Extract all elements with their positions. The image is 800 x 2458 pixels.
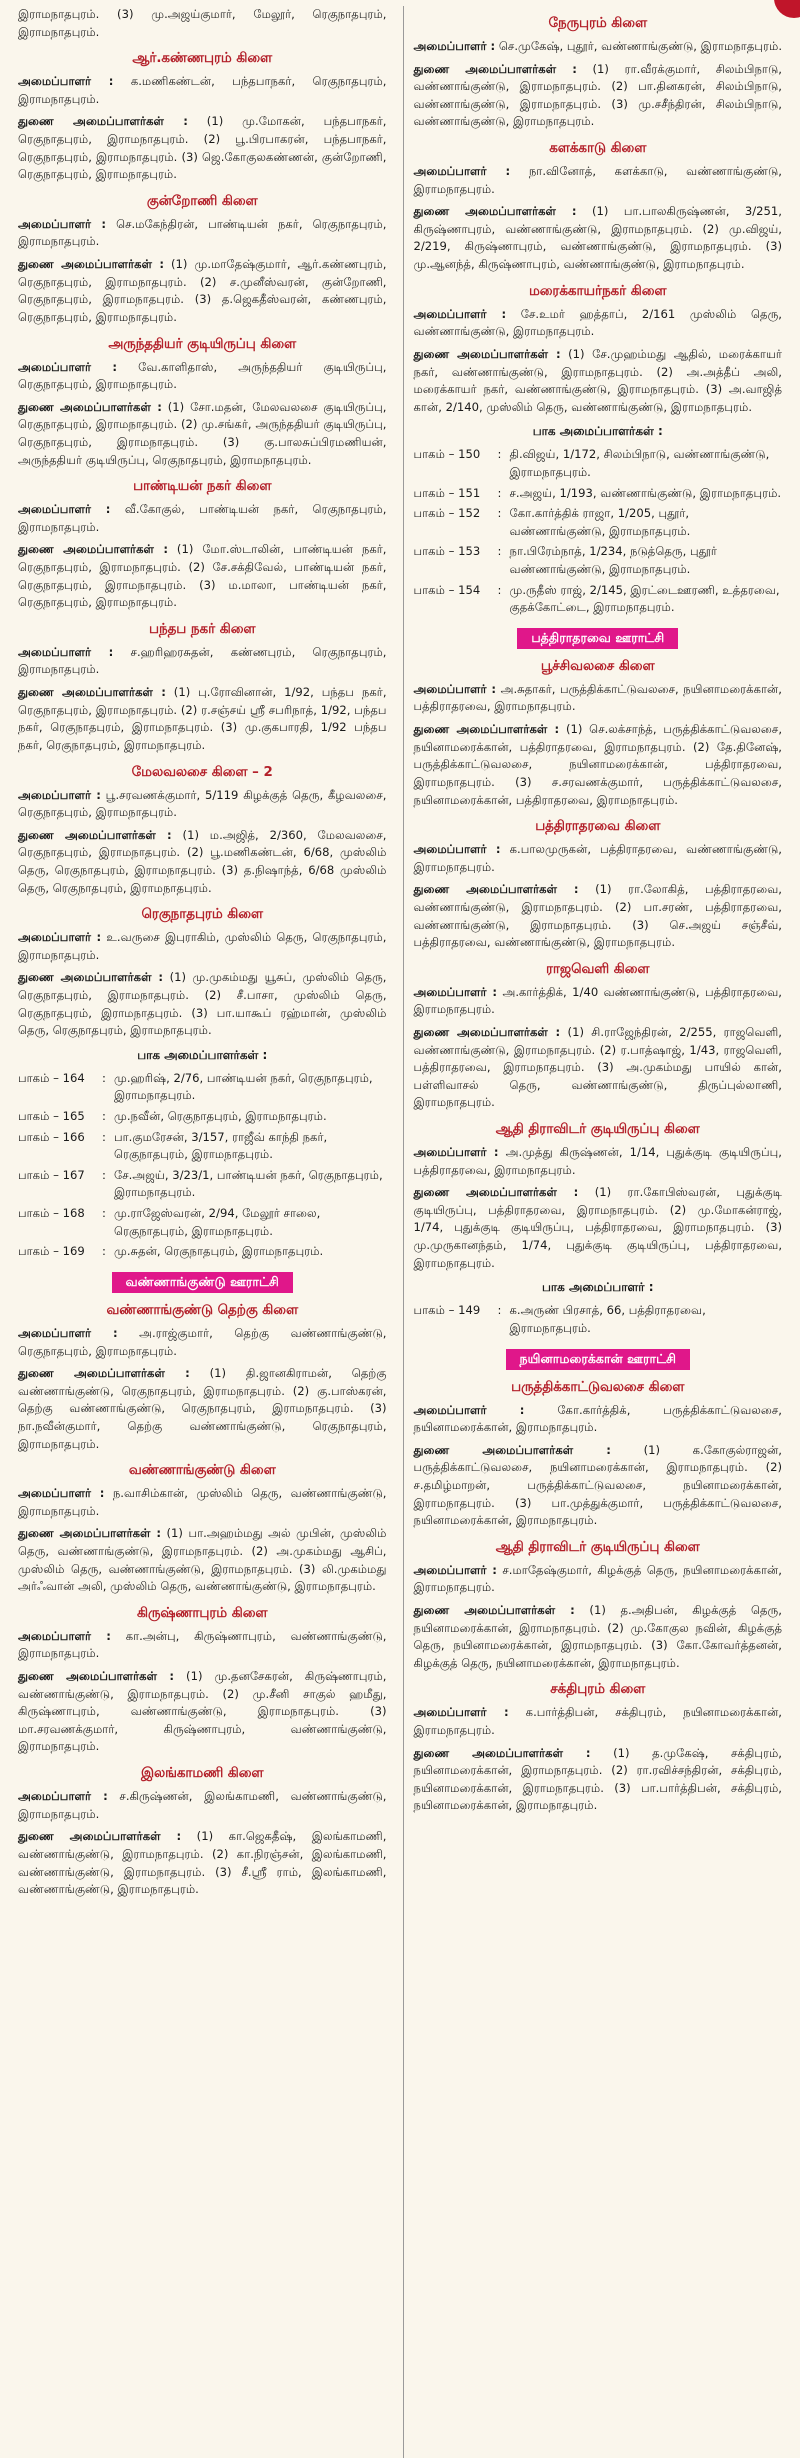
member-paragraph (414, 163, 783, 198)
role-label: அமைப்பாளர் : (18, 1789, 108, 1804)
right-column (403, 6, 783, 2458)
role-label: அமைப்பாளர் : (413, 39, 496, 53)
branch-heading: பருத்திக்காட்டுவலசை கிளை (511, 1379, 685, 1395)
role-label: துணை அமைப்பாளர்கள் : (413, 61, 577, 76)
member-paragraph (18, 1485, 387, 1520)
member-text: (1) மு.மோகன், பந்தபாநகர், ரெகுநாதபுரம், இராமநாதபுரம். (2) பூ.பிரபாகரன், பந்தபாநகர், ரெகுநாதபுரம், இராமநாதபுரம். (3) ஜெ.கோகுலகண்ணன், குன்றோணி, ரெகுநாதபுரம், இராமநாதபுரம். (18, 114, 387, 182)
booth-member: கோ.கார்த்திக் ராஜா, 1/205, புதூர், வண்ணாங்குண்டு, இராமநாதபுரம். (509, 506, 691, 538)
role-label: அமைப்பாளர் : (18, 74, 114, 89)
branch-heading: அருந்ததியர் குடியிருப்பு கிளை (108, 336, 297, 352)
booth-list (414, 446, 783, 619)
member-text: க.பாலமுருகன், பத்திராதரவை, வண்ணாங்குண்டு, இராமநாதபுரம். (413, 842, 782, 874)
booth-member: மு.ஹரிஷ், 2/76, பாண்டியன் நகர், ரெகுநாதபுரம், இராமநாதபுரம். (114, 1070, 373, 1103)
member-paragraph (18, 1628, 387, 1663)
member-paragraph (18, 1788, 387, 1823)
branch-heading: களக்காடு கிளை (549, 141, 647, 157)
member-paragraph (18, 541, 387, 611)
member-paragraph (18, 1365, 387, 1453)
member-paragraph (414, 1442, 783, 1530)
member-text: கோ.கார்த்திக், பருத்திக்காட்டுவலசை, நயினாமரைக்கான், இராமநாதபுரம். (413, 1402, 782, 1435)
member-text: க.மணிகண்டன், பந்தபாநகர், ரெகுநாதபுரம், இராமநாதபுரம். (18, 74, 387, 106)
booth-separator: : (497, 582, 502, 597)
member-text: (1) மு.முகம்மது யூசுப், முஸ்லிம் தெரு, ரெகுநாதபுரம், இராமநாதபுரம். (2) சீ.பாசா, முஸ்லிம் தெரு, ரெகுநாதபுரம், இராமநாதபுரம். (3) பா.யாகூப் ரஹ்மான், முஸ்லிம் தெரு, ரெகுநாதபுரம், இராமநாதபுரம். (18, 970, 387, 1038)
member-paragraph (18, 684, 387, 754)
booth-member: மு.நவீன், ரெகுநாதபுரம், இராமநாதபுரம். (114, 1109, 327, 1124)
role-label: அமைப்பாளர் : (18, 644, 114, 659)
role-label: அமைப்பாளர் : (18, 787, 101, 802)
role-label: அமைப்பாளர் : (413, 1705, 509, 1720)
role-label: துணை அமைப்பாளர்கள் : (18, 1829, 182, 1844)
booth-number: பாகம் – 167 (18, 1167, 85, 1182)
branch-heading: குன்றோணி கிளை (146, 193, 258, 209)
branch-heading: நேருபுரம் கிளை (548, 16, 648, 31)
member-text: வீ.கோகுல், பாண்டியன் நகர், ரெகுநாதபுரம், இராமநாதபுரம். (18, 502, 387, 534)
role-label: துணை அமைப்பாளர்கள் : (413, 1603, 575, 1617)
role-label: துணை அமைப்பாளர்கள் : (18, 1366, 190, 1381)
member-paragraph (414, 1704, 783, 1739)
role-label: அமைப்பாளர் : (413, 984, 497, 999)
member-paragraph (414, 1402, 783, 1437)
booth-member: சே.அஜய், 3/23/1, பாண்டியன் நகர், ரெகுநாதபுரம், இராமநாதபுரம். (114, 1167, 383, 1200)
booth-member: மு.ராஜேஸ்வரன், 2/94, மேலூர் சாலை, ரெகுநாதபுரம், இராமநாதபுரம். (114, 1206, 321, 1238)
member-paragraph (18, 644, 387, 679)
member-text: சே.உமர் ஹத்தாப், 2/161 முஸ்லிம் தெரு, வண்ணாங்குண்டு, இராமநாதபுரம். (413, 306, 782, 339)
member-text: (1) ரா.வீரக்குமார், சிலம்பிநாடு, வண்ணாங்குண்டு, இராமநாதபுரம். (2) பா.தினகரன், சிலம்பிநாடு, வண்ணாங்குண்டு, இராமநாதபுரம். (3) மு.சசீந்திரன், சிலம்பிநாடு, வண்ணாங்குண்டு, இராமநாதபுரம். (413, 61, 782, 129)
member-text: (1) சே.முஹம்மது ஆதில், மரைக்காயர் நகர், வண்ணாங்குண்டு, இராமநாதபுரம். (2) அ.அத்தீப் அலி, மரைக்காயர் நகர், வண்ணாங்குண்டு, இராமநாதபுரம். (3) அ.வாஜித் கான், 2/140, முஸ்லிம் தெரு, வண்ணாங்குண்டு, இராமநாதபுரம். (413, 346, 782, 414)
branch-heading: ஆதி திராவிடர் குடியிருப்பு கிளை (495, 1539, 700, 1555)
member-paragraph (18, 359, 387, 394)
member-paragraph (414, 1144, 783, 1179)
member-text: (1) மோ.ஸ்டாலின், பாண்டியன் நகர், ரெகுநாதபுரம், இராமநாதபுரம். (2) சே.சக்திவேல், பாண்டியன் நகர், ரெகுநாதபுரம், இராமநாதபுரம். (3) ம.மாலா, பாண்டியன் நகர், ரெகுநாதபுரம், இராமநாதபுரம். (18, 542, 387, 610)
role-label: அமைப்பாளர் : (18, 1628, 111, 1643)
role-label: அமைப்பாளர் : (18, 1325, 118, 1340)
member-text: செ.முகேஷ், புதூர், வண்ணாங்குண்டு, இராமநாதபுரம். (495, 39, 783, 53)
branch-heading: ஆர்.கண்ணபுரம் கிளை (132, 51, 273, 67)
role-label: துணை அமைப்பாளர்கள் : (18, 827, 172, 842)
member-text: (1) ம.அஜித், 2/360, மேலவலசை, ரெகுநாதபுரம், இராமநாதபுரம். (2) பூ.மணிகண்டன், 6/68, முஸ்லிம் தெரு, ரெகுநாதபுரம், இராமநாதபுரம். (3) த.நிஷாந்த், 6/68 முஸ்லிம் தெரு, ரெகுநாதபுரம், இராமநாதபுரம். (18, 827, 387, 895)
booth-member: மு.ருதீஸ் ராஜ், 2/145, இரட்டைஊரணி, உத்தரவை, குதக்கோட்டை, இராமநாதபுரம். (509, 582, 780, 615)
role-label: துணை அமைப்பாளர்கள் : (18, 542, 168, 557)
role-label: அமைப்பாளர் : (413, 1402, 525, 1417)
role-label: துணை அமைப்பாளர்கள் : (413, 204, 577, 219)
member-paragraph (414, 1602, 783, 1672)
role-label: துணை அமைப்பாளர்கள் : (413, 1185, 579, 1200)
booth-row (18, 1070, 387, 1108)
member-text: (1) ரா.லோகித், பத்திராதரவை, வண்ணாங்குண்டு, இராமநாதபுரம். (2) பா.சரண், பத்திராதரவை, வண்ணாங்குண்டு, இராமநாதபுரம். (3) செ.அஜய் சஞ்சீவ், பத்திராதரவை, வண்ணாங்குண்டு, இராமநாதபுரம். (413, 882, 782, 950)
booth-separator: : (102, 1129, 106, 1144)
booth-member: ச.அஜய், 1/193, வண்ணாங்குண்டு, இராமநாதபுரம். (509, 485, 782, 500)
branch-heading: கிருஷ்ணாபுரம் கிளை (137, 1605, 268, 1621)
booth-separator: : (497, 506, 502, 521)
role-label: துணை அமைப்பாளர்கள் : (18, 257, 165, 272)
branch-heading: ரெகுநாதபுரம் கிளை (141, 907, 264, 923)
booth-number: பாகம் – 154 (413, 582, 481, 597)
booth-member: நா.பிரேம்நாத், 1/234, நடுத்தெரு, புதூர் வண்ணாங்குண்டு, இராமநாதபுரம். (509, 544, 717, 577)
member-text: வே.காளிதாஸ், அருந்ததியர் குடியிருப்பு, ரெகுநாதபுரம், இராமநாதபுரம். (18, 359, 387, 392)
booth-heading: பாக அமைப்பாளர்கள் : (532, 424, 663, 439)
member-text: ந.வாசிம்கான், முஸ்லிம் தெரு, வண்ணாங்குண்டு, இராமநாதபுரம். (18, 1486, 387, 1518)
member-paragraph (414, 306, 783, 341)
role-label: அமைப்பாளர் : (413, 1145, 499, 1160)
member-paragraph (18, 1668, 387, 1756)
role-label: துணை அமைப்பாளர்கள் : (413, 1024, 561, 1039)
member-paragraph (18, 216, 387, 251)
member-text: அ.கார்த்திக், 1/40 வண்ணாங்குண்டு, பத்திராதரவை, இராமநாதபுரம். (413, 984, 782, 1017)
role-label: துணை அமைப்பாளர்கள் : (413, 882, 579, 897)
booth-number: பாகம் – 165 (18, 1109, 85, 1124)
booth-number: பாகம் – 168 (18, 1206, 85, 1221)
member-paragraph (18, 1828, 387, 1898)
member-paragraph (414, 1024, 783, 1112)
booth-number: பாகம் – 164 (18, 1070, 85, 1085)
role-label: அமைப்பாளர் : (413, 842, 501, 857)
member-text: இராமநாதபுரம். (3) மு.அஜய்குமார், மேலூர், ரெகுநாதபுரம், இராமநாதபுரம். (18, 7, 387, 39)
role-label: துணை அமைப்பாளர்கள் : (18, 1526, 162, 1541)
member-paragraph (18, 256, 387, 326)
role-label: துணை அமைப்பாளர்கள் : (18, 114, 188, 129)
member-paragraph (414, 881, 783, 951)
booth-row (18, 1243, 387, 1264)
member-paragraph (414, 38, 783, 56)
member-paragraph (18, 827, 387, 897)
member-text: கா.அன்பு, கிருஷ்ணாபுரம், வண்ணாங்குண்டு, இராமநாதபுரம். (18, 1628, 387, 1661)
role-label: அமைப்பாளர் : (413, 164, 511, 179)
role-label: அமைப்பாளர் : (18, 502, 111, 517)
booth-list (18, 1070, 387, 1264)
booth-separator: : (497, 447, 502, 462)
booth-number: பாகம் – 150 (413, 447, 481, 462)
member-text: பூ.சரவணக்குமார், 5/119 கிழக்குத் தெரு, கீழவலசை, ரெகுநாதபுரம், இராமநாதபுரம். (18, 787, 387, 820)
branch-heading: ஆதி திராவிடர் குடியிருப்பு கிளை (495, 1122, 700, 1138)
panchayat-banner: பத்திராதரவை ஊராட்சி (517, 628, 678, 649)
member-text: (1) கா.ஜெகதீஷ், இலங்காமணி, வண்ணாங்குண்டு, இராமநாதபுரம். (2) கா.நிரஞ்சன், இலங்காமணி, வண்ணாங்குண்டு, இராமநாதபுரம். (3) சீ.ஸ்ரீ ராம், இலங்காமணி, வண்ணாங்குண்டு, இராமநாதபுரம். (18, 1829, 387, 1897)
member-paragraph (18, 969, 387, 1039)
booth-row (18, 1205, 387, 1243)
member-paragraph (414, 1745, 783, 1815)
booth-number: பாகம் – 169 (18, 1244, 85, 1259)
branch-heading: மரைக்காயர்நகர் கிளை (528, 283, 667, 299)
branch-heading: வண்ணாங்குண்டு தெற்கு கிளை (106, 1302, 299, 1318)
member-paragraph (18, 113, 387, 183)
role-label: துணை அமைப்பாளர்கள் : (413, 1442, 611, 1457)
member-text: (1) ரா.கோபிஸ்வரன், புதுக்குடி குடியிருப்பு, பத்திராதரவை, இராமநாதபுரம். (2) மு.மோகன்ராஜ், 1/74, புதுக்குடி குடியிருப்பு, பத்திராதரவை, இராமநாதபுரம். (3) மு.முருகானந்தம், 1/74, புதுக்குடி குடியிருப்பு, பத்திராதரவை, இராமநாதபுரம். (413, 1185, 782, 1270)
member-paragraph (18, 1325, 387, 1360)
member-paragraph (414, 721, 783, 809)
role-label: அமைப்பாளர் : (413, 681, 497, 696)
booth-row (414, 1302, 783, 1340)
member-text: அ.முத்து கிருஷ்ணன், 1/14, புதுக்குடி குடியிருப்பு, பத்திராதரவை, இராமநாதபுரம். (413, 1145, 782, 1177)
branch-heading: பத்திராதரவை கிளை (535, 819, 661, 835)
member-paragraph (414, 61, 783, 131)
member-text: (1) பா.அஹம்மது அல் முபின், முஸ்லிம் தெரு, வண்ணாங்குண்டு, இராமநாதபுரம். (2) அ.முகம்மது ஆசிப், முஸ்லிம் தெரு, வண்ணாங்குண்டு, இராமநாதபுரம். (3) லி.முகம்மது அர்ஃவான் அலி, முஸ்லிம் தெரு, வண்ணாங்குண்டு, இராமநாதபுரம். (18, 1526, 387, 1594)
member-paragraph (414, 681, 783, 716)
booth-number: பாகம் – 153 (413, 544, 481, 559)
member-text: செ.மகேந்திரன், பாண்டியன் நகர், ரெகுநாதபுரம், இராமநாதபுரம். (18, 216, 387, 249)
booth-separator: : (102, 1167, 106, 1182)
panchayat-banner: வண்ணாங்குண்டு ஊராட்சி (112, 1272, 293, 1293)
member-text: (1) த.அதிபன், கிழக்குத் தெரு, நயினாமரைக்கான், இராமநாதபுரம். (2) மு.கோகுல நவின், கிழக்குத் தெரு, நயினாமரைக்கான், இராமநாதபுரம். (3) கோ.கோவர்த்தனன், கிழக்குத் தெரு, நயினாமரைக்கான், இராமநாதபுரம். (413, 1603, 782, 1670)
member-text: க.பார்த்திபன், சக்திபுரம், நயினாமரைக்கான், இராமநாதபுரம். (413, 1705, 782, 1738)
booth-number: பாகம் – 151 (413, 485, 481, 500)
role-label: துணை அமைப்பாளர்கள் : (18, 1669, 175, 1684)
member-text: ச.கிருஷ்ணன், இலங்காமணி, வண்ணாங்குண்டு, இராமநாதபுரம். (18, 1789, 387, 1821)
member-paragraph (18, 787, 387, 822)
member-paragraph (18, 399, 387, 469)
booth-row (414, 446, 783, 484)
booth-member: தி.விஜய், 1/172, சிலம்பிநாடு, வண்ணாங்குண்டு, இராமநாதபுரம். (509, 447, 770, 479)
role-label: துணை அமைப்பாளர்கள் : (413, 346, 561, 361)
left-column (18, 6, 389, 2458)
role-label: துணை அமைப்பாளர்கள் : (413, 1745, 591, 1760)
booth-row (414, 582, 783, 620)
booth-member: பா.குமரேசன், 3/157, ராஜீவ் காந்தி நகர், ரெகுநாதபுரம், இராமநாதபுரம். (114, 1129, 328, 1162)
member-paragraph (18, 929, 387, 964)
member-text: (1) மு.தனசேகரன், கிருஷ்ணாபுரம், வண்ணாங்குண்டு, இராமநாதபுரம். (2) மு.சீனி சாகுல் ஹமீது, கிருஷ்ணாபுரம், வண்ணாங்குண்டு, இராமநாதபுரம். (3) மா.சரவணக்குமார், கிருஷ்ணாபுரம், வண்ணாங்குண்டு, இராமநாதபுரம். (18, 1669, 387, 1754)
member-text: ச.ஹரிஹரசுதன், கண்ணபுரம், ரெகுநாதபுரம், இராமநாதபுரம். (18, 644, 387, 677)
role-label: அமைப்பாளர் : (18, 930, 102, 945)
branch-heading: மேலவலசை கிளை – 2 (131, 764, 273, 780)
role-label: அமைப்பாளர் : (413, 306, 507, 321)
role-label: அமைப்பாளர் : (18, 359, 118, 374)
member-text: உ.வருசை இபுராகிம், முஸ்லிம் தெரு, ரெகுநாதபுரம், இராமநாதபுரம். (18, 930, 387, 962)
member-paragraph (18, 501, 387, 536)
member-text: அ.சுதாகர், பருத்திக்காட்டுவலசை, நயினாமரைக்கான், பத்திராதரவை, இராமநாதபுரம். (413, 681, 782, 714)
booth-separator: : (102, 1109, 106, 1124)
member-text: (1) சி.ராஜேந்திரன், 2/255, ராஜவெளி, வண்ணாங்குண்டு, இராமநாதபுரம். (2) ர.பாத்ஷாஜ், 1/43, ராஜவெளி, பத்திராதரவை, இராமநாதபுரம். (3) அ.முகம்மது பாயில் கான், பள்ளிவாசல் தெரு, வண்ணாங்குண்டு, திருப்புல்லாணி, இராமநாதபுரம். (413, 1024, 782, 1110)
member-paragraph (414, 841, 783, 876)
role-label: துணை அமைப்பாளர்கள் : (413, 722, 560, 737)
member-text: (1) பு.ரோவினான், 1/92, பந்தப நகர், ரெகுநாதபுரம், இராமநாதபுரம். (2) ர.சஞ்சய் ஸ்ரீ சபரிநாத், 1/92, பந்தப நகர், ரெகுநாதபுரம், இராமநாதபுரம். (3) மு.குகபாரதி, 1/92 பந்தப நகர், ரெகுநாதபுரம், இராமநாதபுரம். (18, 685, 387, 752)
branch-heading: வண்ணாங்குண்டு கிளை (128, 1463, 276, 1479)
branch-heading: பாண்டியன் நகர் கிளை (133, 479, 272, 495)
booth-number: பாகம் – 166 (18, 1129, 85, 1144)
member-paragraph (414, 984, 783, 1019)
role-label: துணை அமைப்பாளர்கள் : (18, 970, 164, 985)
member-text: (1) பா.பாலகிருஷ்ணன், 3/251, கிருஷ்ணாபுரம், வண்ணாங்குண்டு, இராமநாதபுரம். (2) மு.விஜய், 2/219, கிருஷ்ணாபுரம், வண்ணாங்குண்டு, இராமநாதபுரம். (3) மு.ஆனந்த், கிருஷ்ணாபுரம், வண்ணாங்குண்டு, இராமநாதபுரம். (413, 204, 782, 272)
booth-heading: பாக அமைப்பாளர்கள் : (137, 1047, 268, 1062)
booth-separator: : (497, 544, 502, 559)
booth-member: மு.சுதன், ரெகுநாதபுரம், இராமநாதபுரம். (114, 1244, 324, 1259)
panchayat-banner: நயினாமரைக்கான் ஊராட்சி (506, 1349, 690, 1370)
member-text: (1) மு.மாதேஷ்குமார், ஆர்.கண்ணபுரம், ரெகுநாதபுரம், இராமநாதபுரம். (2) ச.முனீஸ்வரன், குன்றோணி, ரெகுநாதபுரம், இராமநாதபுரம். (3) த.ஜெகதீஸ்வரன், கண்ணபுரம், ரெகுநாதபுரம், இராமநாதபுரம். (18, 257, 387, 324)
member-paragraph (18, 6, 387, 41)
booth-number: பாகம் – 149 (413, 1303, 481, 1318)
role-label: துணை அமைப்பாளர்கள் : (18, 685, 166, 700)
booth-separator: : (102, 1206, 106, 1221)
member-text: (1) த.முகேஷ், சக்திபுரம், நயினாமரைக்கான், இராமநாதபுரம். (2) ரா.ரவிச்சந்திரன், சக்திபுரம், நயினாமரைக்கான், இராமநாதபுரம். (3) பா.பார்த்திபன், சக்திபுரம், நயினாமரைக்கான், இராமநாதபுரம். (413, 1745, 782, 1813)
member-text: (1) சோ.மதன், மேலவலசை குடியிருப்பு, ரெகுநாதபுரம், இராமநாதபுரம். (2) மு.சங்கர், அருந்ததியர் குடியிருப்பு, ரெகுநாதபுரம், இராமநாதபுரம். (3) கு.பாலசுப்பிரமணியன், அருந்ததியர் குடியிருப்பு, ரெகுநாதபுரம், இராமநாதபுரம். (18, 399, 387, 467)
branch-heading: சக்திபுரம் கிளை (550, 1682, 646, 1698)
booth-separator: : (102, 1070, 106, 1085)
role-label: அமைப்பாளர் : (18, 216, 107, 231)
booth-member: க.அருண் பிரசாத், 66, பத்திராதரவை, இராமநாதபுரம். (509, 1303, 706, 1335)
branch-heading: பந்தப நகர் கிளை (149, 621, 256, 637)
member-text: (1) தி.ஜானகிராமன், தெற்கு வண்ணாங்குண்டு, ரெகுநாதபுரம், இராமநாதபுரம். (2) கு.பாஸ்கரன், தெற்கு வண்ணாங்குண்டு, ரெகுநாதபுரம், இராமநாதபுரம். (3) நா.நவீன்குமார், தெற்கு வண்ணாங்குண்டு, ரெகுநாதபுரம், இராமநாதபுரம். (18, 1366, 387, 1451)
booth-separator: : (497, 485, 502, 500)
member-paragraph (18, 1525, 387, 1595)
branch-heading: பூச்சிவலசை கிளை (540, 658, 655, 674)
role-label: அமைப்பாளர் : (413, 1562, 497, 1577)
member-text: (1) செ.லக்சாந்த், பருத்திக்காட்டுவலசை, நயினாமரைக்கான், பத்திராதரவை, இராமநாதபுரம். (2) தே.தினேஷ், பருத்திக்காட்டுவலசை, நயினாமரைக்கான், பத்திராதரவை, இராமநாதபுரம். (3) ச.சரவணக்குமார், பருத்திக்காட்டுவலசை, நயினாமரைக்கான், பத்திராதரவை, இராமநாதபுரம். (413, 722, 782, 807)
member-paragraph (414, 1562, 783, 1597)
booth-number: பாகம் – 152 (413, 506, 481, 521)
member-paragraph (414, 203, 783, 273)
booth-separator: : (102, 1244, 106, 1259)
booth-row (18, 1167, 387, 1205)
booth-row (414, 485, 783, 506)
booth-row (18, 1129, 387, 1167)
booth-list (414, 1302, 783, 1340)
branch-heading: இலங்காமணி கிளை (140, 1766, 264, 1782)
member-text: (1) க.கோகுல்ராஜன், பருத்திக்காட்டுவலசை, நயினாமரைக்கான், இராமநாதபுரம். (2) ச.தமிழ்மாறன், பருத்திக்காட்டுவலசை, நயினாமரைக்கான், இராமநாதபுரம். (3) பா.முத்துக்குமார், பருத்திக்காட்டுவலசை, நயினாமரைக்கான், இராமநாதபுரம். (413, 1442, 782, 1528)
member-paragraph (414, 1184, 783, 1272)
member-text: அ.ராஜ்குமார், தெற்கு வண்ணாங்குண்டு, ரெகுநாதபுரம், இராமநாதபுரம். (18, 1325, 387, 1358)
booth-row (18, 1108, 387, 1129)
booth-heading: பாக அமைப்பாளர் : (541, 1280, 654, 1295)
member-paragraph (414, 346, 783, 416)
branch-heading: ராஜவெளி கிளை (545, 961, 650, 977)
booth-row (414, 543, 783, 581)
role-label: அமைப்பாளர் : (18, 1486, 105, 1501)
member-paragraph (18, 73, 387, 108)
member-text: ச.மாதேஷ்குமார், கிழக்குத் தெரு, நயினாமரைக்கான், இராமநாதபுரம். (413, 1562, 782, 1595)
booth-separator: : (497, 1303, 502, 1318)
member-text: நா.வினோத், களக்காடு, வண்ணாங்குண்டு, இராமநாதபுரம். (413, 164, 782, 196)
role-label: துணை அமைப்பாளர்கள் : (18, 399, 162, 414)
booth-row (414, 505, 783, 543)
